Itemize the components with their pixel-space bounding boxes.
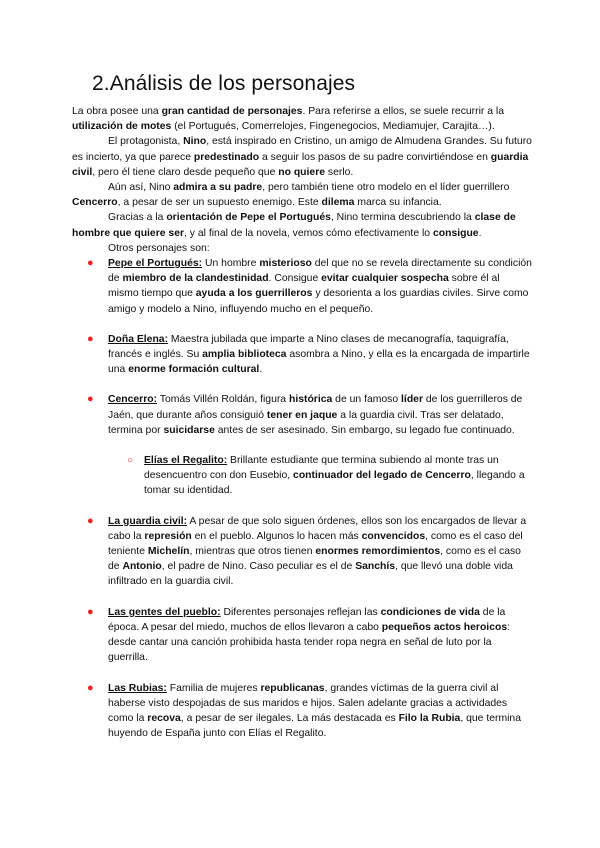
- bold-text: pequeños actos heroicos: [381, 621, 508, 633]
- text-run: , a pesar de ser ilegales. La más destacada es: [180, 712, 399, 724]
- character-description: [108, 681, 532, 742]
- bold-text: gran cantidad de personajes: [161, 106, 303, 117]
- bold-text: recova: [147, 712, 181, 724]
- bold-text: enorme formación cultural: [128, 364, 260, 376]
- bullet-icon: ●: [87, 257, 94, 270]
- text-run: , como es el caso de: [108, 546, 521, 573]
- character-item: [72, 256, 532, 317]
- character-description: [108, 514, 532, 590]
- text-run: : desde cantar una canción prohibida hasta tender ropa negra en señal de luto por la guerrilla.: [108, 621, 510, 664]
- text-run: , llegando a tomar su identidad.: [144, 470, 525, 497]
- text-run: marca su infancia.: [354, 197, 442, 209]
- sub-character-description: [144, 453, 532, 499]
- bold-text: clase de hombre que quiere ser: [72, 212, 516, 239]
- text-run: y desorienta a los guardias civiles. Sirve como amigo y modelo a Nino, influyendo mucho en el pequeño.: [108, 288, 529, 315]
- text-run: Diferentes personajes reflejan las: [220, 606, 381, 618]
- bold-text: predestinado: [193, 151, 260, 163]
- text-run: La obra posee una: [72, 106, 162, 117]
- text-run: , pero también tiene otro modelo en el líder guerrillero: [262, 182, 510, 194]
- character-name: Las gentes del pueblo:: [108, 606, 221, 618]
- bold-text: líder: [401, 394, 423, 406]
- text-run: , y al final de la novela, vemos cómo efectivamente lo: [184, 227, 433, 239]
- bold-text: histórica: [288, 394, 333, 406]
- text-run: .: [259, 364, 263, 376]
- character-list: [72, 256, 532, 741]
- character-name: Cencerro:: [108, 394, 158, 406]
- bold-text: consigue: [432, 227, 479, 239]
- text-run: , está inspirado en Cristino, un amigo de Almudena Grandes. Su futuro es incierto, ya que parece: [72, 136, 532, 163]
- text-run: a la guardia civil. Tras ser delatado, termina por: [108, 409, 504, 436]
- text-run: sobre él al mismo tiempo que: [108, 273, 500, 300]
- bold-text: orientación de Pepe el Portugués: [166, 212, 331, 224]
- bullet-icon: ●: [87, 514, 94, 527]
- bold-text: miembro de la clandestinidad: [122, 273, 269, 285]
- bold-text: Cencerro: [72, 197, 118, 209]
- bold-text: dilema: [321, 197, 355, 209]
- bullet-icon: ●: [87, 681, 94, 694]
- text-run: de la época. A pesar del miedo, muchos de ellos llevaron a cabo: [108, 606, 506, 633]
- text-run: Familia de mujeres: [166, 682, 261, 694]
- text-run: de un famoso: [332, 394, 402, 406]
- bold-text: Michelín: [147, 546, 190, 558]
- bold-text: tener en jaque: [266, 409, 338, 421]
- paragraph-protagonist: [72, 134, 532, 180]
- bullet-icon: ●: [87, 393, 94, 406]
- bold-text: represión: [144, 530, 192, 542]
- bold-text: Antonio: [122, 561, 162, 573]
- character-name: Pepe el Portugués:: [108, 258, 203, 270]
- text-run: de los guerrilleros de Jaén, que durante años consiguió: [108, 394, 523, 421]
- bold-text: utilización de motes: [72, 121, 172, 133]
- text-run: Tomás Villén Roldán, figura: [157, 394, 289, 406]
- text-run: , mientras que otros tienen: [189, 546, 316, 558]
- text-run: del que no se revela directamente su condición de: [108, 258, 532, 285]
- character-description: [108, 256, 532, 317]
- character-name: La guardia civil:: [108, 515, 188, 527]
- bold-text: no quiere: [278, 166, 326, 178]
- text-run: (el Portugués, Comerrelojes, Fingenegocios, Mediamujer, Carajita…).: [171, 121, 495, 133]
- text-run: antes de ser asesinado. Sin embargo, su legado fue continuado.: [214, 424, 515, 436]
- bold-text: suicidarse: [163, 424, 215, 436]
- paragraph-dilemma: [72, 180, 532, 210]
- text-run: Gracias a la: [108, 212, 167, 224]
- character-item: [72, 514, 532, 590]
- bold-text: ayuda a los guerrilleros: [195, 288, 313, 300]
- character-description: [108, 392, 532, 438]
- text-run: Brillante estudiante que termina subiendo al monte tras un desencuentro con don Eusebio,: [144, 455, 499, 482]
- bullet-icon: ●: [87, 332, 94, 345]
- text-run: Maestra jubilada que imparte a Nino clases de mecanografía, taquigrafía, francés e inglés. Su: [108, 333, 509, 361]
- character-item: [72, 332, 532, 378]
- text-run: asombra a Nino, y ella es la encargada de impartirle una: [108, 349, 530, 376]
- bold-text: Sanchís: [355, 561, 396, 573]
- text-run: .: [478, 227, 482, 239]
- character-description: [108, 605, 532, 666]
- bold-text: continuador del legado de Cencerro: [293, 470, 471, 482]
- character-name: Elías el Regalito:: [144, 455, 228, 467]
- character-item: [72, 605, 532, 666]
- paragraph-orientation: [72, 210, 532, 240]
- text-run: A pesar de que solo siguen órdenes, ellos son los encargados de llevar a cabo la: [108, 515, 527, 542]
- bold-text: enormes remordimientos: [315, 546, 441, 558]
- text-run: a seguir los pasos de su padre convirtiéndose en: [259, 151, 491, 163]
- text-run: , grandes víctimas de la guerra civil al haberse visto despojadas de sus maridos e hijos. Salen adelante gracias a actividades como la: [108, 682, 508, 724]
- hollow-bullet-icon: ○: [127, 455, 134, 467]
- bold-text: guardia civil: [72, 151, 529, 178]
- bold-text: condiciones de vida: [380, 606, 480, 618]
- character-description: [108, 332, 532, 378]
- character-item: [72, 392, 532, 498]
- text-run: . Consigue: [268, 273, 322, 285]
- text-run: . Para referirse a ellos, se suele recurrir a la: [302, 106, 505, 117]
- character-name: Las Rubias:: [108, 682, 167, 694]
- paragraph-intro: [72, 104, 532, 134]
- sub-character-list: [108, 453, 532, 499]
- text-run: , Nino termina descubriendo la: [330, 212, 475, 224]
- character-item: [72, 681, 532, 742]
- text-run: Aún así, Nino: [108, 182, 174, 194]
- text-run: , a pesar de ser un supuesto enemigo. Este: [117, 197, 322, 209]
- section-heading: 2.Análisis de los personajes: [92, 72, 356, 95]
- text-run: Un hombre: [202, 258, 260, 270]
- bold-text: convencidos: [361, 530, 426, 542]
- document-body: [72, 104, 532, 756]
- bold-text: republicanas: [260, 682, 325, 694]
- bold-text: admira a su padre: [173, 182, 263, 194]
- text-run: , el padre de Nino. Caso peculiar es el de: [161, 561, 356, 573]
- text-run: en el pueblo. Algunos lo hacen más: [191, 530, 362, 542]
- character-name: Doña Elena:: [108, 333, 169, 345]
- text-run: serlo.: [325, 166, 354, 178]
- bold-text: amplia biblioteca: [202, 349, 287, 361]
- text-run: , como es el caso del teniente: [108, 530, 523, 558]
- bold-text: evitar cualquier sospecha: [321, 273, 449, 285]
- text-run: , que llevó una doble vida infiltrado en la guardia civil.: [108, 561, 513, 588]
- text-run: , que termina huyendo de España junto con Elías el Regalito.: [108, 712, 521, 740]
- text-run: , pero él tiene claro desde pequeño que: [92, 166, 279, 178]
- sub-character-item: [108, 453, 532, 499]
- others-intro: Otros personajes son:: [108, 242, 210, 254]
- bold-text: Filo la Rubia: [398, 712, 461, 724]
- bold-text: Nino: [183, 136, 207, 148]
- text-run: El protagonista,: [108, 136, 184, 148]
- bullet-icon: ●: [87, 605, 94, 618]
- bold-text: misterioso: [259, 258, 312, 270]
